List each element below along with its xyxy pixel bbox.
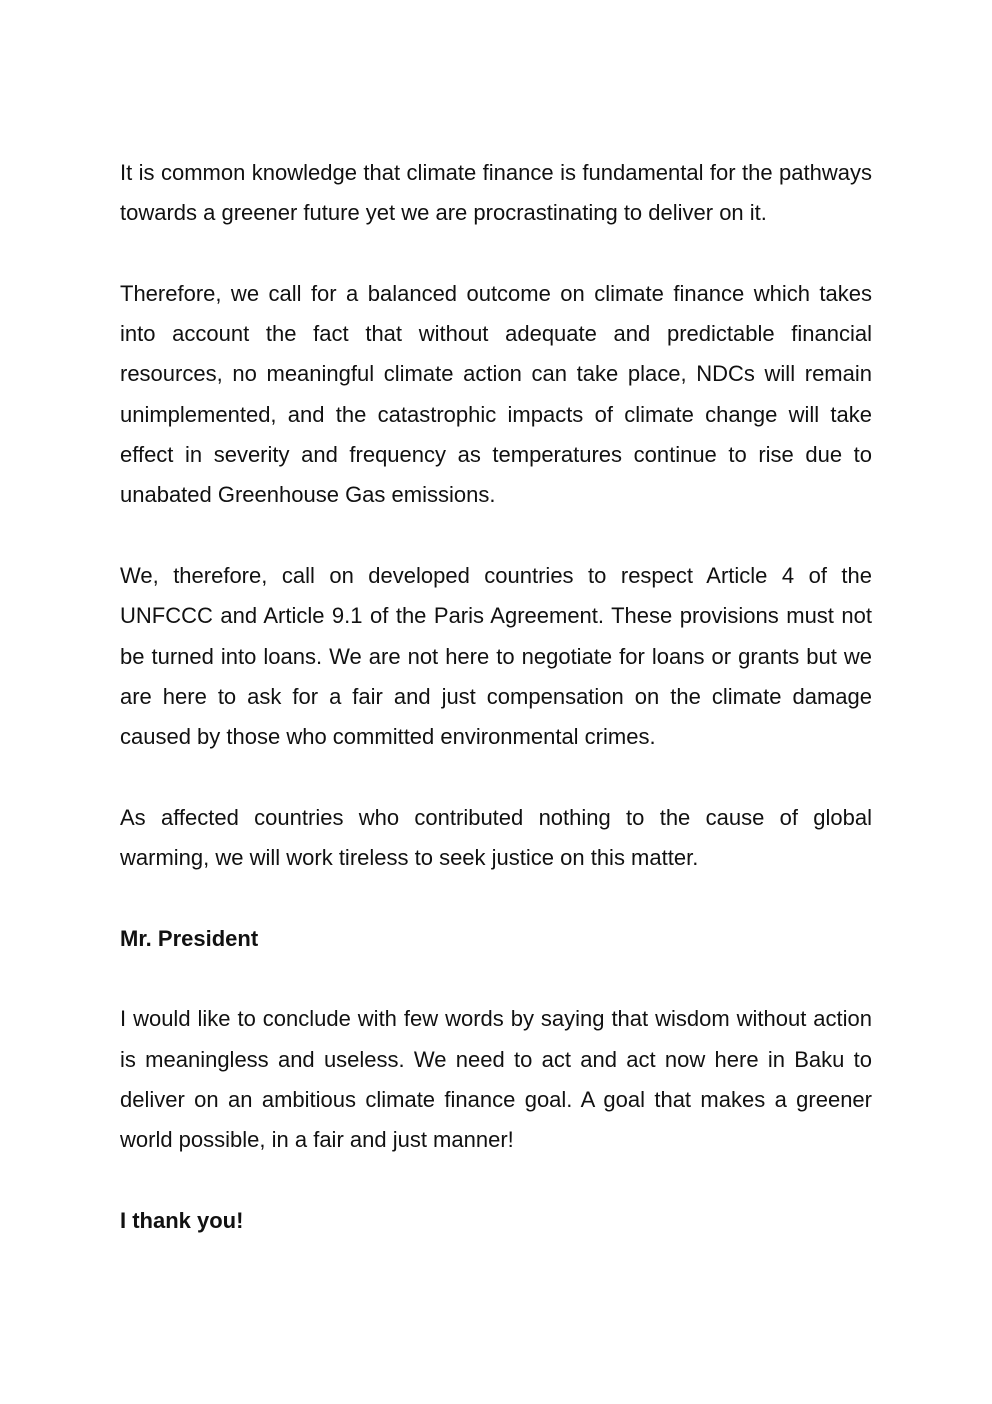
closing-line: I thank you! bbox=[120, 1207, 244, 1233]
paragraph-climate-finance-fundamental: It is common knowledge that climate finance is fundamental for the pathways towards a greener future yet we are procrastinating to deliver on it. bbox=[120, 160, 872, 226]
document-page bbox=[120, 153, 872, 1281]
paragraph-developed-countries: We, therefore, call on developed countries to respect Article 4 of the UNFCCC and Article 9.1 of the Paris Agreement. These provisions must not be turned into loans. We are not here to negotiate for loans or grants but we are here to ask for a fair and just compensation on the climate damage caused by those who committed environmental crimes. bbox=[120, 562, 872, 750]
paragraph-conclusion: I would like to conclude with few words by saying that wisdom without action is meaningless and useless. We need to act and act now here in Baku to deliver on an ambitious climate finance goal. A goal that makes a greener world possible, in a fair and just manner! bbox=[120, 1006, 872, 1153]
address-heading: Mr. President bbox=[120, 925, 259, 951]
paragraph-affected-countries: As affected countries who contributed nothing to the cause of global warming, we will work tireless to seek justice on this matter. bbox=[120, 804, 872, 871]
paragraph-balanced-outcome: Therefore, we call for a balanced outcome on climate finance which takes into account the fact that without adequate and predictable financial resources, no meaningful climate action can take place, NDCs will remain unimplemented, and the catastrophic impacts of climate change will take effect in severity and frequency as temperatures continue to rise due to unabated Greenhouse Gas emissions. bbox=[120, 280, 872, 508]
